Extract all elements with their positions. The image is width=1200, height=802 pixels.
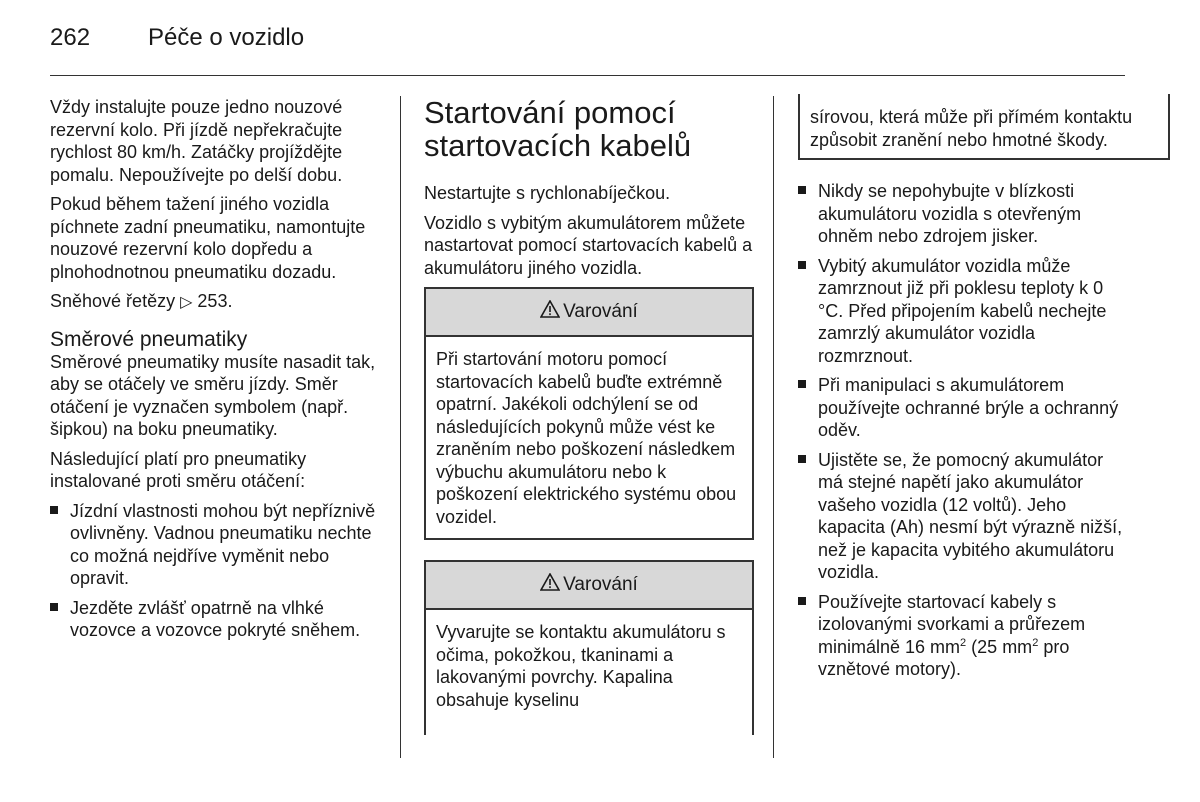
paragraph: Směrové pneumatiky musíte nasadit tak, aby se otáčely ve směru jízdy. Směr otáčení je vyznačen symbolem (např. šipkou) na boku pneumatiky. [50, 351, 376, 439]
column-2 [424, 96, 754, 735]
page-number: 262 [50, 24, 91, 51]
paragraph: Vozidlo s vybitým akumulátorem můžete nastartovat pomocí startovacích kabelů a akumulátoru jiného vozidla. [424, 212, 753, 278]
bullet-list [798, 180, 1128, 681]
text-fragment: Používejte startovací kabely s izolovanými svorkami a průřezem minimálně 16 mm [818, 591, 1086, 657]
list-item [50, 500, 380, 590]
paragraph: Následující platí pro pneumatiky instalované proti směru otáčení: [50, 448, 307, 491]
list-item [50, 597, 380, 642]
list-item-text: Ujistěte se, že pomocný akumulátor má stejné napětí jako akumulátor vašeho vozidla (12 voltů). Jeho kapacita (Ah) nesmí být výrazně nižší, než je kapacita vybitého akumulátoru vozidla. [818, 449, 1123, 582]
superscript: 2 [960, 636, 967, 649]
list-item-text: Jízdní vlastnosti mohou být nepříznivě ovlivněny. Vadnou pneumatiku nechte co možná nejdříve vyměnit nebo opravit. [70, 500, 376, 588]
bullet-icon [798, 186, 806, 194]
bullet-icon [50, 603, 58, 611]
list-item-text [818, 592, 1085, 680]
bullet-icon [798, 455, 806, 463]
reference-text: Sněhové řetězy [50, 291, 176, 311]
column-divider-left [400, 96, 401, 758]
bullet-icon [798, 261, 806, 269]
bullet-list [50, 500, 380, 642]
paragraph: Vždy instalujte pouze jedno nouzové rezervní kolo. Při jízdě nepřekračujte rychlost 80 km/h. Zatáčky projíždějte pomalu. Nepoužívejte po delší dobu. [50, 97, 343, 185]
text-fragment: (25 mm [966, 636, 1033, 657]
page-title: Péče o vozidlo [148, 24, 305, 51]
warning-header [426, 562, 752, 610]
list-item-text: Nikdy se nepohybujte v blízkosti akumulátoru vozidla s otevřeným ohněm nebo zdrojem jisker. [818, 181, 1082, 246]
section-heading: Směrové pneumatiky [50, 327, 248, 351]
column-1 [50, 96, 380, 649]
bullet-icon [798, 597, 806, 605]
warning-box-continued: sírovou, která může při přímém kontaktu způsobit zranění nebo hmotné škody. [798, 94, 1170, 160]
list-item [798, 591, 1128, 681]
cross-reference [50, 290, 380, 315]
list-item [798, 449, 1128, 584]
warning-text: Vyvarujte se kontaktu akumulátoru s očima, pokožkou, tkaninami a lakovanými povrchy. Kapalina obsahuje kyselinu [436, 622, 726, 710]
superscript: 2 [1032, 636, 1039, 649]
list-item-text: Při manipulaci s akumulátorem používejte ochranné brýle a ochranný oděv. [818, 375, 1119, 440]
warning-text: Při startování motoru pomocí startovacích kabelů buďte extrémně opatrní. Jakékoli odchýlení se od následujících pokynů může vést ke zraněním nebo poškození následkem výbuchu akumulátoru nebo k poškození elektrického systému obou vozidel. [436, 349, 737, 527]
warning-triangle-icon [540, 300, 560, 325]
warning-title: Varování [563, 573, 638, 595]
warning-header [426, 289, 752, 337]
column-divider-right [773, 96, 774, 758]
page-ref-arrow-icon: ▷ [180, 294, 193, 311]
column-3 [798, 96, 1133, 688]
text-fragment: pro vznětové motory). [818, 636, 1070, 679]
reference-page: 253. [197, 291, 233, 311]
bullet-icon [50, 506, 58, 514]
list-item [798, 374, 1128, 442]
warning-triangle-icon [540, 573, 560, 598]
warning-title: Varování [563, 300, 638, 322]
list-item [798, 255, 1128, 368]
paragraph: Nestartujte s rychlonabíječkou. [424, 183, 671, 203]
warning-box [424, 560, 754, 735]
section-heading: Startování pomocí startovacích kabelů [424, 95, 692, 163]
warning-box [424, 287, 754, 540]
list-item-text: Jezděte zvlášť opatrně na vlhké vozovce a vozovce pokryté sněhem. [70, 597, 361, 640]
header-divider [50, 75, 1125, 76]
bullet-icon [798, 380, 806, 388]
paragraph: Pokud během tažení jiného vozidla píchnete zadní pneumatiku, namontujte nouzové rezervní kolo dopředu a plnohodnotnou pneumatiku dozadu. [50, 194, 366, 282]
list-item [798, 180, 1128, 248]
list-item-text: Vybitý akumulátor vozidla může zamrznout již při poklesu teploty k 0 °C. Před připojením kabelů nechejte zamrzlý akumulátor vozidla rozmrznout. [818, 255, 1107, 366]
